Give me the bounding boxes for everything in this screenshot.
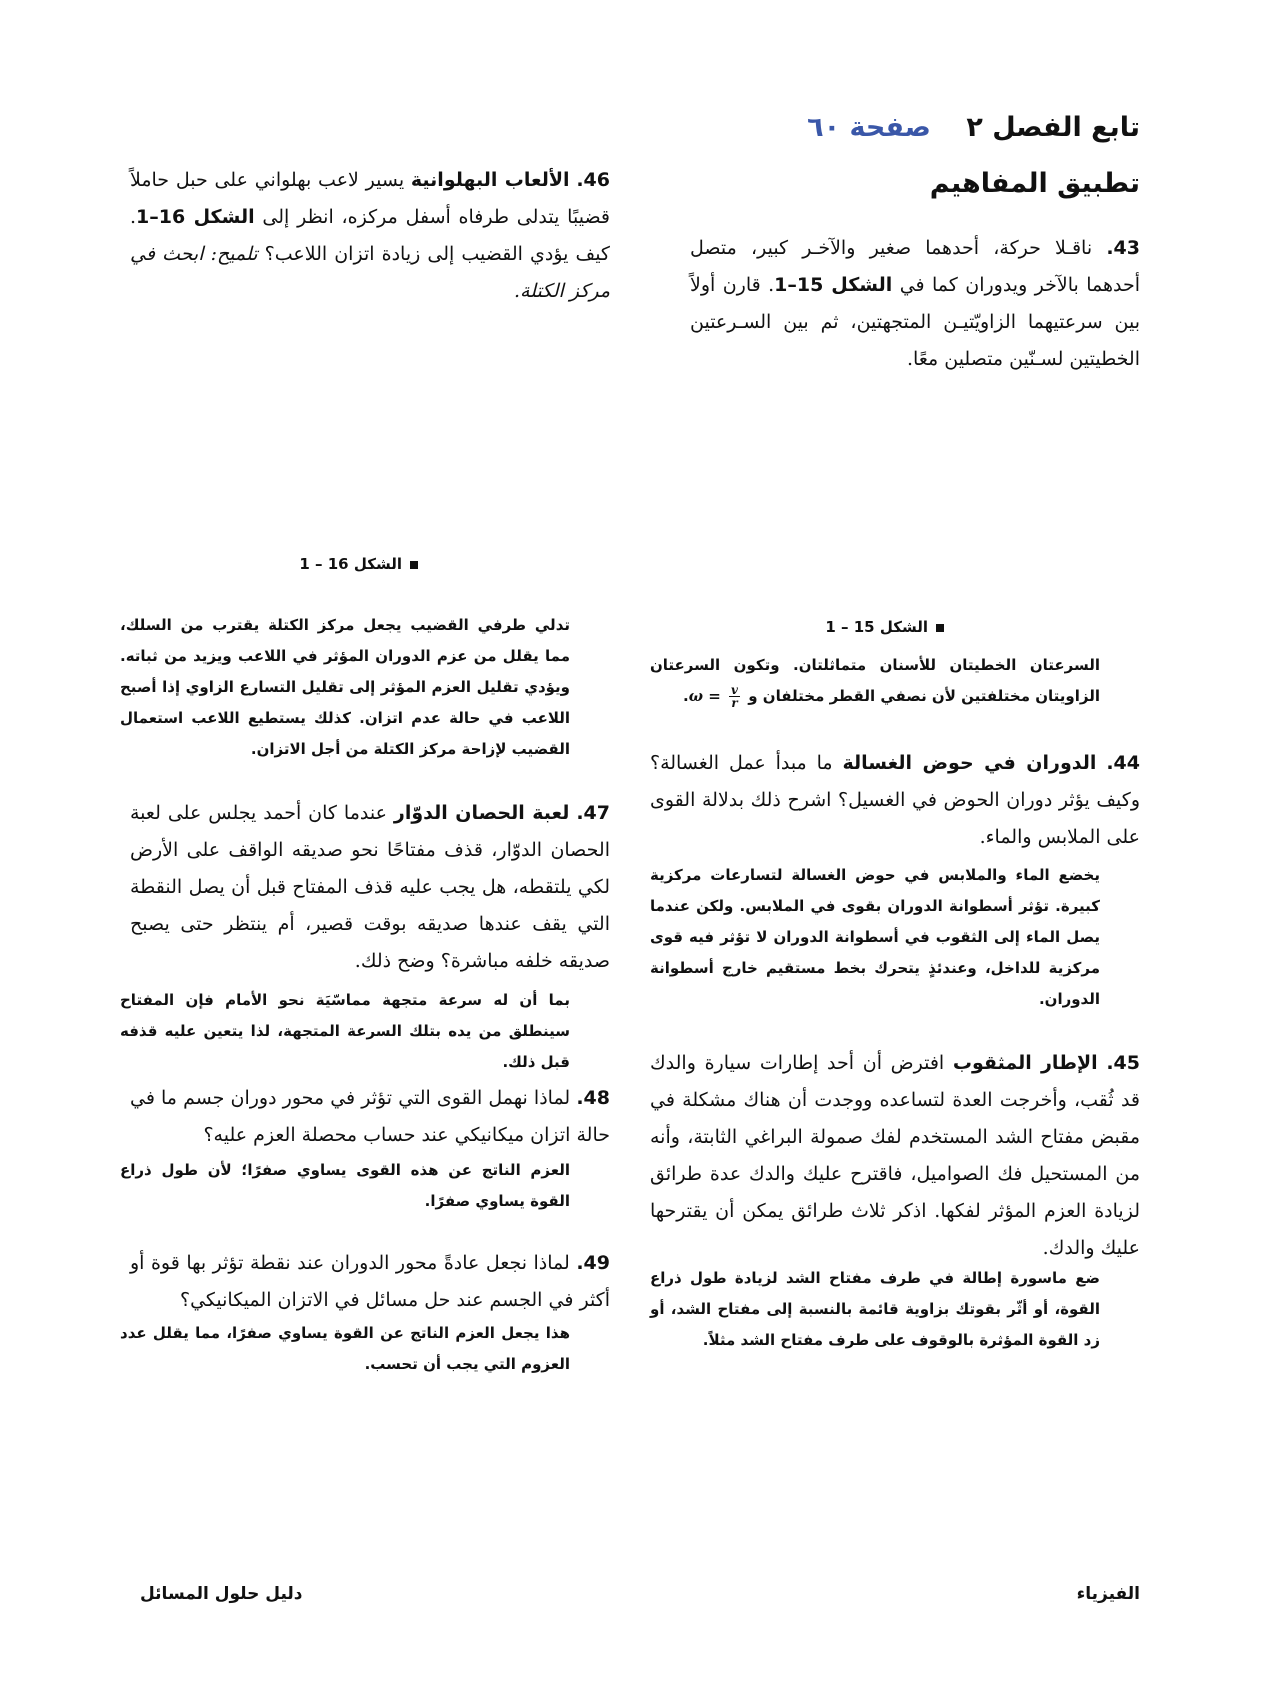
hint-text: تلميح: ابحث في مركز الكتلة. [130, 243, 610, 302]
question-46 [130, 162, 610, 310]
question-keyword: لعبة الحصان الدوّار [393, 802, 570, 824]
section-title: تطبيق المفاهيم [929, 168, 1140, 199]
question-keyword: الألعاب البهلوانية [410, 169, 570, 191]
question-text-cont: . قارن أولاً بين سرعتيهما الزاويّتيـن المتجهتين، ثم بين السـرعتين الخطيتين لسـنّين متصلين معًا. [690, 274, 1140, 370]
square-bullet-icon [936, 624, 944, 632]
fraction-v-over-r: $\frac{v}{r}$ [731, 683, 739, 710]
footer-subject: الفيزياء [1076, 1584, 1140, 1604]
question-47 [130, 795, 610, 980]
answer-47: بما أن له سرعة متجهة مماسّيَة نحو الأمام فإن المفتاح سينطلق من يده بتلك السرعة المتجهة، لذا يتعين عليه قذفه قبل ذلك. [120, 991, 570, 1071]
question-43 [690, 230, 1140, 378]
question-text: عندما كان أحمد يجلس على لعبة الحصان الدوّار، قذف مفتاحًا نحو صديقه الواقف على الأرض لكي يلتقطه، هل يجب عليه قذف المفتاح قبل أن يصل النقطة التي يقف عندها صديقه بوقت قصير، أم ينتظر حتى يصبح صديقه خلفه مباشرة؟ وضح ذلك. [130, 802, 610, 972]
question-keyword: الدوران في حوض الغسالة [842, 752, 1097, 774]
omega-symbol: ω [688, 687, 703, 705]
question-number: 43. [1106, 237, 1140, 259]
answer-49: هذا يجعل العزم الناتج عن القوة يساوي صفرًا، مما يقلل عدد العزوم التي يجب أن تحسب. [120, 1324, 570, 1373]
answer-44: يخضع الماء والملابس في حوض الغسالة لتسارعات مركزية كبيرة. تؤثر أسطوانة الدوران بقوى في الملابس. ولكن عندما يصل الماء إلى الثقوب في أسطوانة الدوران لا تؤثر فيه قوى مركزية للداخل، وعندئذٍ يتحرك بخط مستقيم خارج أسطوانة الدوران. [650, 866, 1100, 1008]
question-number: 47. [576, 802, 610, 824]
answer-45: ضع ماسورة إطالة في طرف مفتاح الشد لزيادة طول ذراع القوة، أو أثّر بقوتك بزاوية قائمة بالنسبة إلى مفتاح الشد، أو زد القوة المؤثرة بالوقوف على طرف مفتاح الشد مثلاً. [650, 1269, 1100, 1349]
question-text: لماذا نهمل القوى التي تؤثر في محور دوران جسم ما في حالة اتزان ميكانيكي عند حساب محصلة العزم عليه؟ [130, 1087, 610, 1146]
question-keyword: الإطار المثقوب [952, 1052, 1098, 1074]
question-45 [650, 1045, 1140, 1267]
answer-48: العزم الناتج عن هذه القوى يساوي صفرًا؛ لأن طول ذراع القوة يساوي صفرًا. [120, 1161, 570, 1210]
figure-16-caption: تدلي طرفي القضيب يجعل مركز الكتلة يقترب من السلك، مما يقلل من عزم الدوران المؤثر في اللاعب ويزيد من ثباته. ويؤدي تقليل العزم المؤثر إلى تقليل التسارع الزاوي إذا أصبح اللاعب في حالة عدم اتزان. كذلك يستطيع اللاعب استعمال القضيب لإزاحة مركز الكتلة من أجل الاتزان. [120, 616, 570, 758]
figure-reference: الشكل 16–1 [136, 206, 255, 228]
question-44 [650, 745, 1140, 856]
question-text: افترض أن أحد إطارات سيارة والدك قد ثُقب، وأخرجت العدة لتساعده ووجدت أن هناك مشكلة في مقبض مفتاح الشد المستخدم لفك صمولة البراغي الثابتة، وأنه من المستحيل فك الصواميل، فاقترح عليك والدك عدة طرائق لزيادة العزم المؤثر لفكها. اذكر ثلاث طرائق يمكن أن يقترحها عليك والدك. [650, 1052, 1140, 1259]
figure-16-label: الشكل 16 – 1 [299, 555, 418, 573]
question-number: 49. [576, 1252, 610, 1274]
chapter-header [807, 112, 1140, 143]
caption-text: السرعتان الخطيتان للأسنان متماثلتان. وتكون السرعتان الزاويتان مختلفتين لأن نصفي القطر مختلفان و [650, 656, 1100, 705]
page-reference: صفحة ٦٠ [807, 112, 931, 143]
question-number: 44. [1106, 752, 1140, 774]
question-text: لماذا نجعل عادةً محور الدوران عند نقطة تؤثر بها قوة أو أكثر في الجسم عند حل مسائل في الاتزان الميكانيكي؟ [130, 1252, 610, 1311]
figure-reference: الشكل 15–1 [774, 274, 893, 296]
question-text: يسير لاعب بهلواني على حبل حاملاً قضيبًا يتدلى طرفاه أسفل مركزه، انظر إلى [130, 169, 610, 228]
footer-guide-title: دليل حلول المسائل [140, 1584, 303, 1604]
square-bullet-icon [410, 561, 418, 569]
question-number: 45. [1106, 1052, 1140, 1074]
question-49 [130, 1245, 610, 1319]
chapter-title: تابع الفصل ٢ [966, 112, 1140, 143]
question-48 [130, 1080, 610, 1154]
question-number: 46. [576, 169, 610, 191]
figure-15-caption: السرعتان الخطيتان للأسنان متماثلتان. وتكون السرعتان الزاويتان مختلفتين لأن نصفي القطر مختلفان و $\frac{v}{r}$ = ω. [650, 656, 1100, 710]
question-text: ناقـلا حركة، أحدهما صغير والآخـر كبير، متصل أحدهما بالآخر ويدوران كما في [690, 237, 1140, 296]
figure-15-label: الشكل 15 – 1 [825, 618, 944, 636]
question-text-cont: . كيف يؤدي القضيب إلى زيادة اتزان اللاعب؟ [130, 206, 610, 265]
question-text: ما مبدأ عمل الغسالة؟ وكيف يؤثر دوران الحوض في الغسيل؟ اشرح ذلك بدلالة القوى على الملابس والماء. [650, 752, 1140, 848]
question-number: 48. [576, 1087, 610, 1109]
